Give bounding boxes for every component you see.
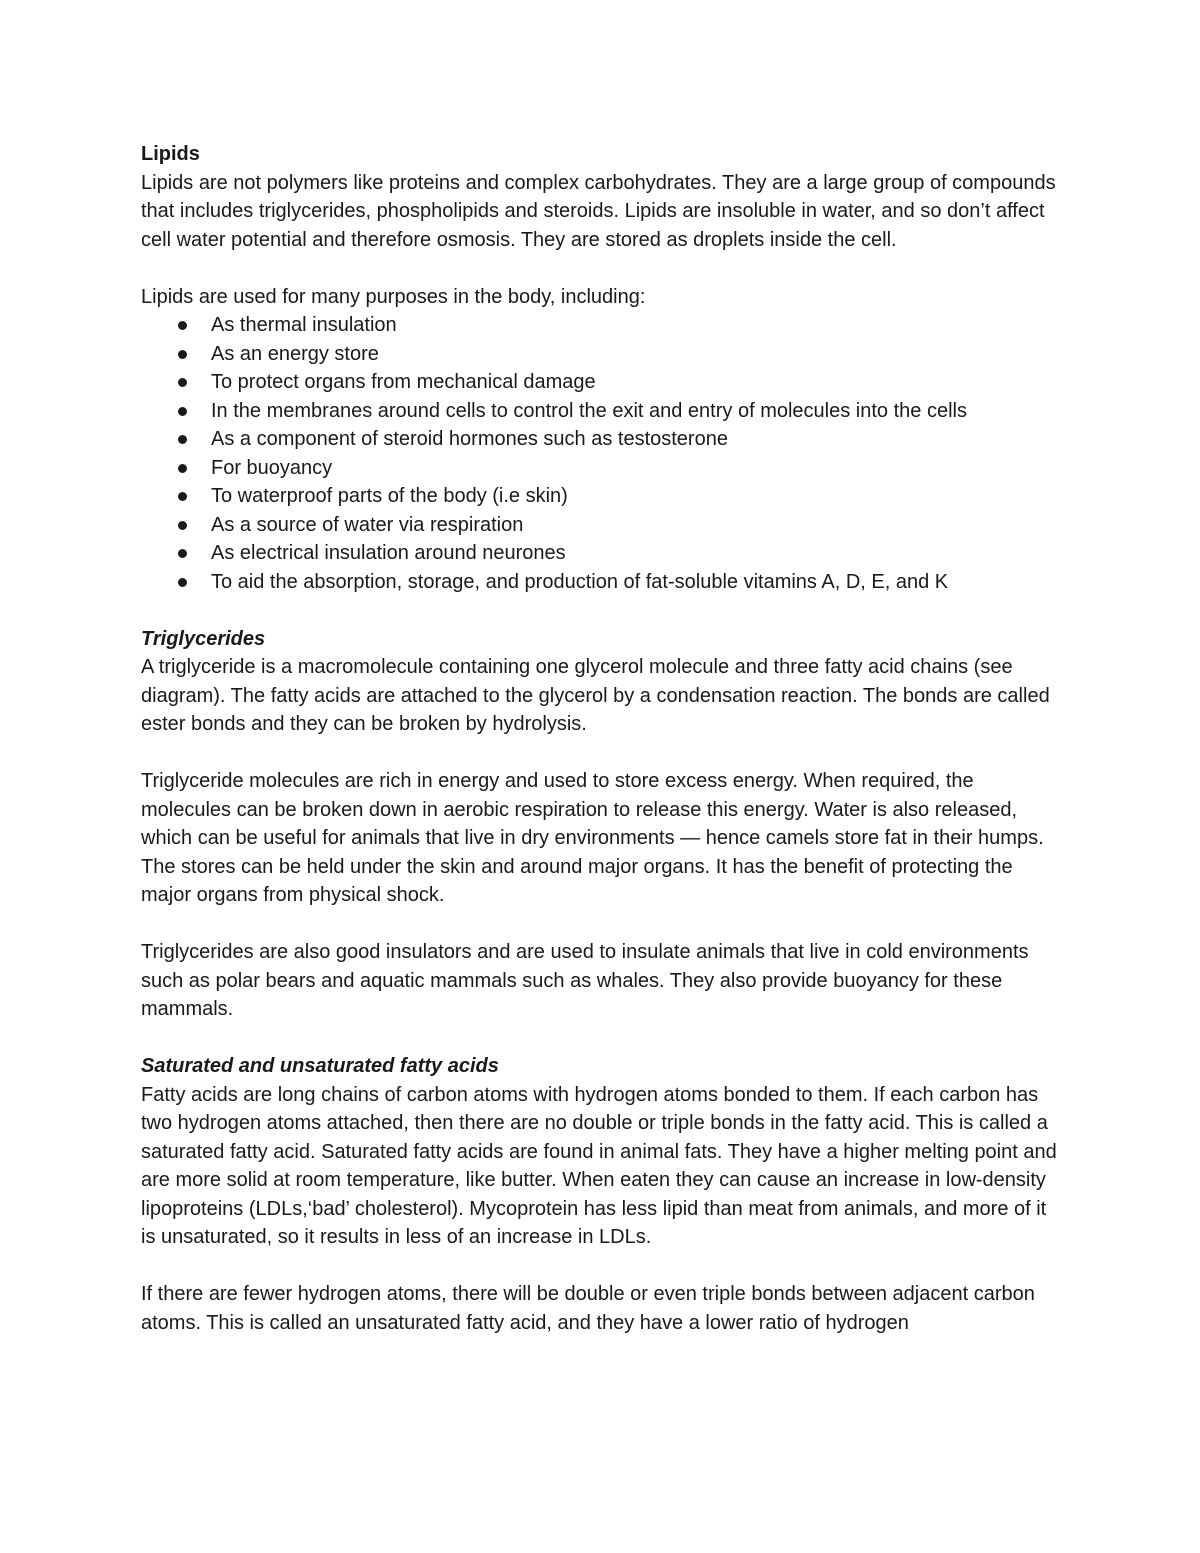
list-item-text: As an energy store [211, 342, 379, 365]
list-item-text: As a source of water via respiration [211, 513, 524, 536]
bullet-icon [178, 492, 187, 501]
triglycerides-paragraph-3: Triglycerides are also good insulators and are used to insulate animals that live in cold environments such as polar bears and aquatic mammals such as whales. They also provide buoyancy for these mammals. [141, 941, 1029, 1020]
heading-fatty-acids: Saturated and unsaturated fatty acids [141, 1055, 499, 1077]
list-item [141, 425, 1066, 454]
list-item [141, 482, 1066, 511]
lipids-intro-paragraph: Lipids are not polymers like proteins and complex carbohydrates. They are a large group of compounds that includes triglycerides, phospholipids and steroids. Lipids are insoluble in water, and so don’t affect cell water potential and therefore osmosis. They are stored as droplets inside the cell. [141, 171, 1056, 251]
paragraph-spacer [141, 1252, 1066, 1281]
list-item [141, 311, 1066, 340]
list-item-text: To aid the absorption, storage, and production of fat-soluble vitamins A, D, E, and K [211, 570, 949, 593]
heading-lipids: Lipids [141, 143, 200, 165]
bullet-icon [178, 350, 187, 359]
fatty-acids-paragraph-1: Fatty acids are long chains of carbon atoms with hydrogen atoms bonded to them. If each carbon has two hydrogen atoms attached, then there are no double or triple bonds in the fatty acid. This is called a saturated fatty acid. Saturated fatty acids are found in animal fats. They have a higher melting point and are more solid at room temperature, like butter. When eaten they can cause an increase in low-density lipoproteins (LDLs,‘bad’ cholesterol). Mycoprotein has less lipid than meat from animals, and more of it is unsaturated, so it results in less of an increase in LDLs. [141, 1083, 1057, 1248]
paragraph-spacer [141, 596, 1066, 625]
list-item [141, 397, 1066, 426]
bullet-icon [178, 321, 187, 330]
document-page [141, 140, 1066, 1337]
list-item-text: In the membranes around cells to control the exit and entry of molecules into the cells [211, 399, 967, 422]
bullet-icon [178, 464, 187, 473]
paragraph-spacer [141, 1024, 1066, 1053]
paragraph-spacer [141, 254, 1066, 283]
bullet-icon [178, 435, 187, 444]
bullet-icon [178, 378, 187, 387]
list-item-text: To waterproof parts of the body (i.e skin) [211, 485, 568, 507]
bullet-icon [178, 549, 187, 558]
list-item-text: As a component of steroid hormones such as testosterone [211, 428, 728, 450]
list-item-text: As thermal insulation [211, 314, 397, 336]
list-item-text: As electrical insulation around neurones [211, 542, 566, 564]
list-item-text: To protect organs from mechanical damage [211, 371, 596, 393]
triglycerides-paragraph-2: Triglyceride molecules are rich in energy and used to store excess energy. When required, the molecules can be broken down in aerobic respiration to release this energy. Water is also released, which can be useful for animals that live in dry environments — hence camels store fat in their humps. The stores can be held under the skin and around major organs. It has the benefit of protecting the major organs from physical shock. [141, 770, 1044, 906]
lipids-uses-intro: Lipids are used for many purposes in the body, including: [141, 285, 646, 308]
list-item [141, 511, 1066, 540]
list-item [141, 539, 1066, 568]
heading-triglycerides: Triglycerides [141, 627, 266, 650]
fatty-acids-paragraph-2: If there are fewer hydrogen atoms, there will be double or even triple bonds between adjacent carbon atoms. This is called an unsaturated fatty acid, and they have a lower ratio of hydrogen [141, 1283, 1035, 1334]
list-item [141, 568, 1066, 597]
bullet-icon [178, 521, 187, 530]
list-item [141, 454, 1066, 483]
triglycerides-paragraph-1: A triglyceride is a macromolecule containing one glycerol molecule and three fatty acid chains (see diagram). The fatty acids are attached to the glycerol by a condensation reaction. The bonds are called ester bonds and they can be broken by hydrolysis. [141, 656, 1050, 735]
list-item [141, 368, 1066, 397]
paragraph-spacer [141, 739, 1066, 768]
list-item [141, 340, 1066, 369]
bullet-icon [178, 407, 187, 416]
lipids-uses-list [141, 311, 1066, 596]
paragraph-spacer [141, 910, 1066, 939]
list-item-text: For buoyancy [211, 456, 333, 479]
bullet-icon [178, 578, 187, 587]
